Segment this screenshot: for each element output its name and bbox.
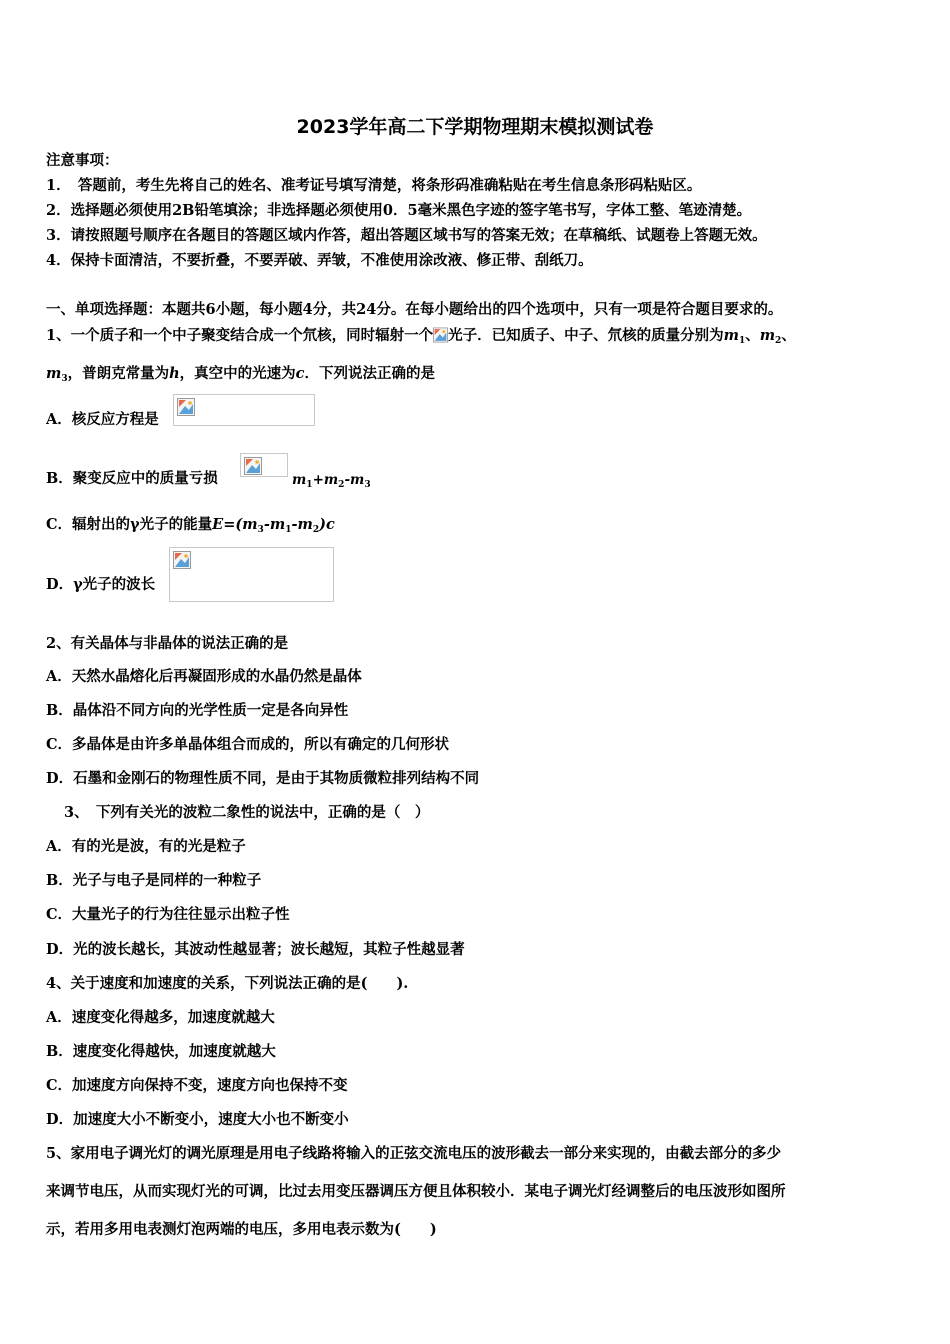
- q3-option-c: C．大量光子的行为往往显示出粒子性: [46, 906, 290, 923]
- q1-stem-line2: [46, 364, 435, 389]
- operator: -: [344, 472, 351, 488]
- equation-image-placeholder: [169, 547, 334, 602]
- symbol: c: [295, 365, 305, 382]
- symbol: m: [297, 516, 313, 533]
- option-text: C．辐射出的γ光子的能量: [46, 516, 213, 533]
- section-heading: 一、单项选择题：本题共6小题，每小题4分，共24分。在每小题给出的四个选项中，只有一项是符合题目要求的。: [46, 301, 783, 318]
- symbol: m: [292, 472, 307, 488]
- notice-item: 3．请按照题号顺序在各题目的答题区域内作答，超出答题区域书写的答案无效；在草稿纸、试题卷上答题无效。: [46, 227, 767, 244]
- symbol: c: [325, 516, 335, 533]
- symbol: m: [323, 472, 339, 488]
- option-text: A．核反应方程是: [46, 411, 159, 428]
- q1-option-c: [46, 515, 335, 540]
- notice-item: 4．保持卡面清洁，不要折叠，不要弄破、弄皱，不准使用涂改液、修正带、刮纸刀。: [46, 252, 593, 269]
- q5-stem-line: 来调节电压，从而实现灯光的可调，比过去用变压器调压方便且体积较小．某电子调光灯经调整后的电压波形如图所: [46, 1183, 786, 1200]
- q3-option-b: B．光子与电子是同样的一种粒子: [46, 872, 262, 889]
- q1-b-formula: [292, 470, 371, 495]
- q1-text: 1、一个质子和一个中子聚变结合成一个氘核，同时辐射一个: [46, 327, 434, 344]
- q1-text: ．下列说法正确的是: [304, 365, 435, 382]
- separator: 、: [745, 327, 760, 344]
- notice-item: 2．选择题必须使用2B铅笔填涂；非选择题必须使用0．5毫米黑色字迹的签字笔书写，字体工整、笔迹清楚。: [46, 202, 752, 219]
- q1-text: ，普朗克常量为: [67, 365, 170, 382]
- q1-stem-line1: [46, 326, 796, 351]
- subscript: 3: [364, 480, 371, 490]
- q4-option-a: A．速度变化得越多，加速度就越大: [46, 1009, 275, 1026]
- q3-option-a: A．有的光是波，有的光是粒子: [46, 838, 246, 855]
- q4-option-d: D．加速度大小不断变小，速度大小也不断变小: [46, 1111, 349, 1128]
- symbol: h: [169, 365, 180, 382]
- subscript: 1: [306, 480, 313, 490]
- q2-stem: 2、有关晶体与非晶体的说法正确的是: [46, 635, 289, 652]
- option-text: B．聚变反应中的质量亏损: [46, 470, 218, 487]
- operator: +: [312, 472, 324, 488]
- notice-heading: 注意事项：: [46, 152, 119, 169]
- operator: -: [263, 516, 270, 533]
- broken-image-icon: [173, 551, 191, 569]
- q4-stem: 4、关于速度和加速度的关系，下列说法正确的是( ).: [46, 975, 409, 992]
- symbol: m: [350, 472, 365, 488]
- operator: ): [319, 516, 326, 533]
- q1-option-b: [46, 469, 218, 489]
- q2-option-c: C．多晶体是由许多单晶体组合而成的，所以有确定的几何形状: [46, 736, 450, 753]
- subscript: 3: [61, 374, 68, 384]
- q1-option-a: [46, 410, 159, 430]
- broken-image-icon: [244, 457, 262, 475]
- q5-stem-line: 5、家用电子调光灯的调光原理是用电子线路将输入的正弦交流电压的波形截去一部分来实现的，由截去部分的多少: [46, 1145, 782, 1162]
- q1-option-d: [46, 575, 155, 595]
- symbol: m: [723, 327, 739, 344]
- q3-stem: 3、 下列有关光的波粒二象性的说法中，正确的是（ ）: [64, 804, 430, 821]
- option-text: D．γ光子的波长: [46, 576, 156, 593]
- subscript: 2: [338, 480, 345, 490]
- subscript: 2: [775, 336, 782, 346]
- equation-image-placeholder: [240, 453, 288, 477]
- subscript: 3: [257, 525, 264, 535]
- q2-option-a: A．天然水晶熔化后再凝固形成的水晶仍然是晶体: [46, 668, 362, 685]
- operator: =(: [223, 516, 243, 533]
- q2-option-b: B．晶体沿不同方向的光学性质一定是各向异性: [46, 702, 349, 719]
- symbol: m: [242, 516, 258, 533]
- symbol: m: [759, 327, 776, 344]
- broken-image-icon: [177, 398, 195, 416]
- q4-option-b: B．速度变化得越快，加速度就越大: [46, 1043, 276, 1060]
- q2-option-d: D．石墨和金刚石的物理性质不同，是由于其物质微粒排列结构不同: [46, 770, 480, 787]
- q1-text: 光子．已知质子、中子、氘核的质量分别为: [448, 327, 724, 344]
- q4-option-c: C．加速度方向保持不变，速度方向也保持不变: [46, 1077, 348, 1094]
- separator: 、: [781, 327, 796, 344]
- q5-stem-line: 示，若用多用电表测灯泡两端的电压，多用电表示数为( ): [46, 1221, 437, 1238]
- symbol: E: [212, 516, 224, 533]
- notice-item: 1． 答题前，考生先将自己的姓名、准考证号填写清楚，将条形码准确粘贴在考生信息条形码粘贴区。: [46, 177, 702, 194]
- page-title: 2023学年高二下学期物理期末模拟测试卷: [296, 116, 654, 138]
- subscript: 1: [738, 336, 746, 346]
- subscript: 2: [312, 525, 320, 535]
- equation-image-placeholder: [173, 394, 315, 426]
- gamma-image-icon: [433, 326, 448, 344]
- q1-text: ，真空中的光速为: [179, 365, 296, 382]
- q3-option-d: D．光的波长越长，其波动性越显著；波长越短，其粒子性越显著: [46, 941, 465, 958]
- symbol: m: [269, 516, 286, 533]
- symbol: m: [46, 365, 62, 382]
- subscript: 1: [285, 525, 292, 535]
- operator: -: [291, 516, 298, 533]
